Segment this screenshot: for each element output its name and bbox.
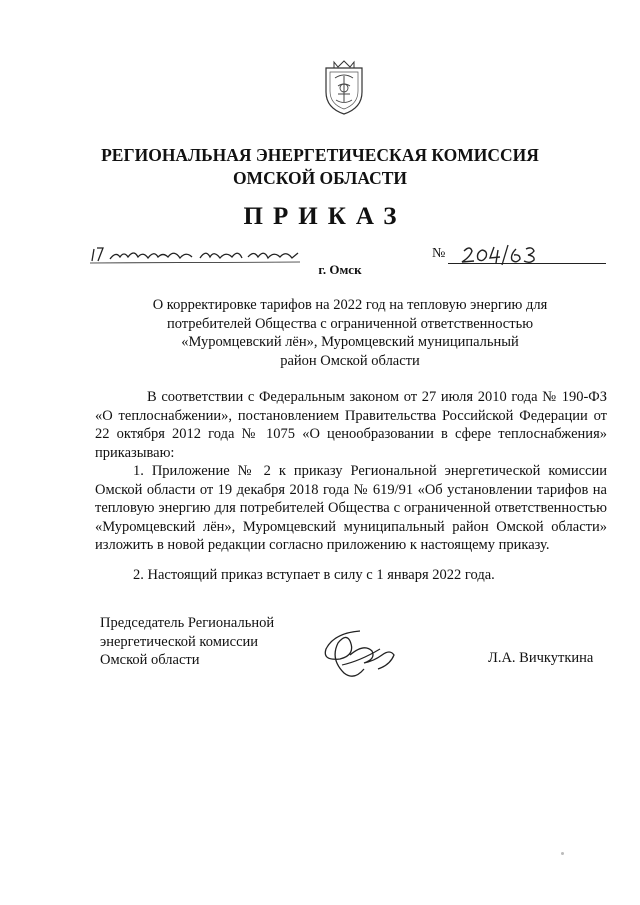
signer-title-line: энергетической комиссии <box>100 633 259 650</box>
order-item-2: 2. Настоящий приказ вступает в силу с 1 января 2022 года. <box>133 567 495 583</box>
subject-line: район Омской области <box>280 352 420 369</box>
document-subject <box>120 296 580 370</box>
signer-name: Л.А. Вичкуткина <box>488 650 594 666</box>
coat-of-arms-emblem <box>320 58 368 116</box>
signer-title-line: Председатель Региональной <box>100 615 275 631</box>
preamble-paragraph: В соответствии с Федеральным законом от 27 июля 2010 года № 190-ФЗ «О теплоснабжении», постановлением Правительства Российской Федерации от 22 октября 2012 года № 1075 «О ценообразовании в сфере теплоснабжения» приказываю: <box>95 389 607 461</box>
city: г. Омск <box>318 262 362 277</box>
order-item-1: 1. Приложение № 2 к приказу Региональной энергетической комиссии Омской области от 19 декабря 2018 года № 619/91 «Об установлении тарифов на тепловую энергию для потребителей Общества с ограниченной ответственностью «Муромцевский лён», Муромцевский муниципальный район Омской области» изложить в новой редакции согласно приложению к настоящему приказу. <box>95 463 607 553</box>
subject-line: О корректировке тарифов на 2022 год на тепловую энергию для <box>152 297 548 313</box>
organization-name-line2: ОМСКОЙ ОБЛАСТИ <box>232 168 408 188</box>
subject-line: «Муромцевский лён», Муромцевский муниципальный <box>181 334 519 350</box>
signer-title <box>100 614 274 670</box>
handwritten-signature <box>320 625 400 683</box>
signer-title-line: Омской области <box>100 652 200 668</box>
document-type: ПРИКАЗ <box>243 203 407 230</box>
number-label: № <box>432 246 446 261</box>
subject-line: потребителей Общества с ограниченной ответственностью <box>166 315 534 332</box>
scan-speck <box>561 852 564 855</box>
organization-name-line1: РЕГИОНАЛЬНАЯ ЭНЕРГЕТИЧЕСКАЯ КОМИССИЯ <box>101 145 539 165</box>
